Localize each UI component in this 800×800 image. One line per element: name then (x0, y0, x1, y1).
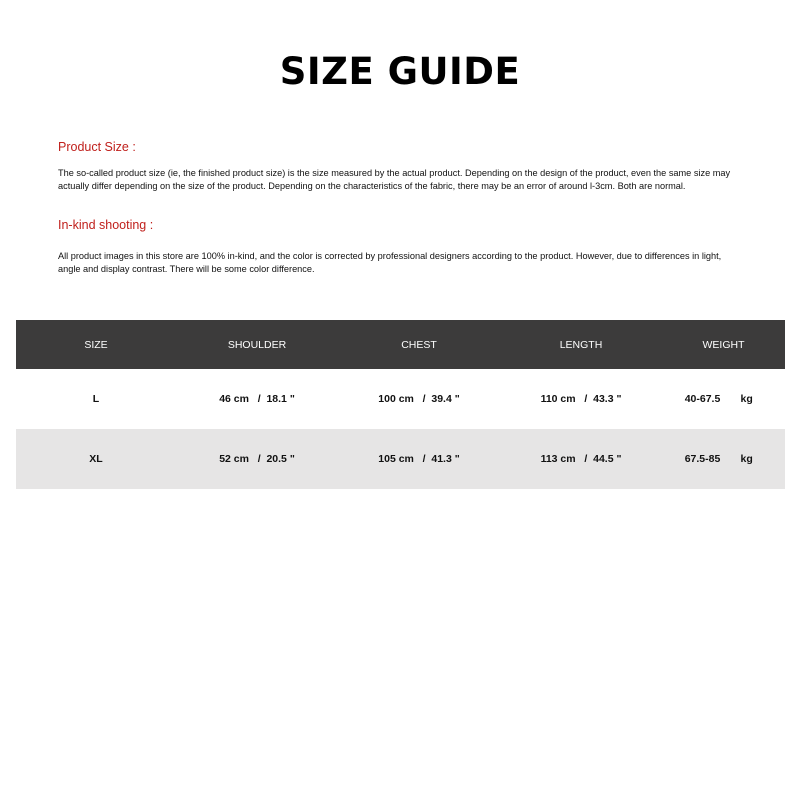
cell-size: L (92, 393, 100, 405)
cell-length: 113 cm / 44.5 " (500, 429, 662, 489)
cell-chest: 100 cm / 39.4 " (378, 393, 460, 405)
weight-value: 67.5-85 (684, 453, 721, 465)
cell-chest: 105 cm / 41.3 " (338, 429, 500, 489)
in-kind-shooting-text: All product images in this store are 100% in-kind, and the color is corrected by professional designers according to the product. However, due to differences in light, angle and display contrast. There will be some color difference. (58, 251, 722, 275)
product-size-text: The so-called product size (ie, the finished product size) is the size measured by the actual product. Depending on the design of the product, even the same size may actually differ depending on the size of the product. Depending on the characteristics of the fabric, there may be an error of around l-3cm. Both are normal. (58, 168, 731, 192)
weight-value: 40-67.5 (684, 393, 721, 405)
size-table (16, 320, 785, 489)
cell-shoulder: 46 cm / 18.1 " (219, 393, 295, 405)
header-size: SIZE (16, 320, 176, 369)
header-length: LENGTH (500, 320, 662, 369)
in-kind-shooting-heading: In-kind shooting : (58, 218, 154, 232)
cell-shoulder: 52 cm / 20.5 " (176, 429, 338, 489)
product-size-heading: Product Size : (58, 140, 136, 154)
weight-unit: kg (740, 453, 753, 465)
header-shoulder: SHOULDER (176, 320, 338, 369)
cell-weight (662, 369, 785, 429)
weight-unit: kg (740, 393, 753, 405)
cell-size: XL (16, 429, 176, 489)
cell-length: 110 cm / 43.3 " (540, 393, 622, 405)
header-weight: WEIGHT (662, 320, 785, 369)
page-title: SIZE GUIDE (279, 50, 521, 93)
table-row (16, 369, 785, 429)
table-row (16, 429, 785, 489)
header-chest: CHEST (338, 320, 500, 369)
cell-weight (662, 429, 785, 489)
table-header-row (16, 320, 785, 369)
